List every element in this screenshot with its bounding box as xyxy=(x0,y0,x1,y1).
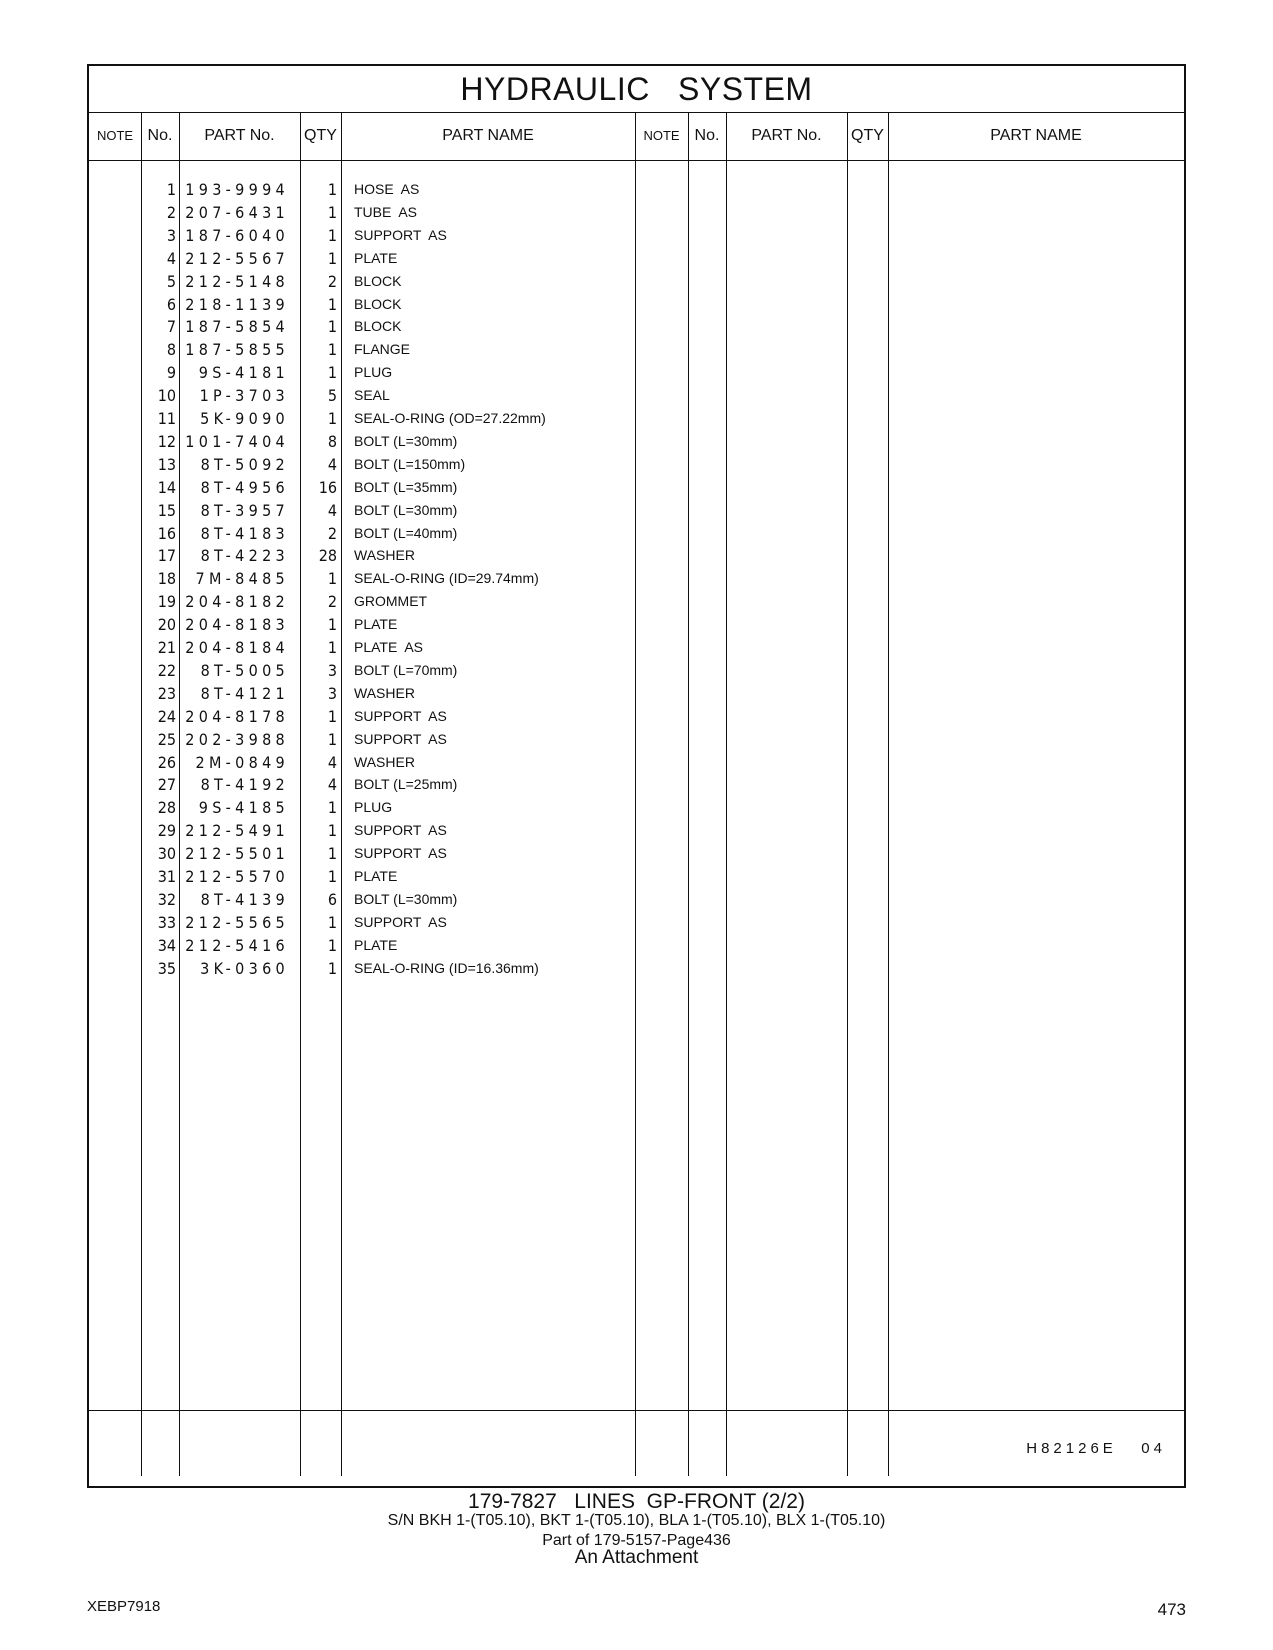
part-number: 3K-0360 xyxy=(200,958,289,978)
part-name: PLUG xyxy=(354,799,393,816)
part-number: 9S-4185 xyxy=(198,798,289,818)
part-number: 212-5491 xyxy=(185,821,289,841)
header-part-no-right: PART No. xyxy=(751,127,822,144)
item-number: 10 xyxy=(157,386,176,406)
part-name: BOLT (L=30mm) xyxy=(354,432,458,449)
part-name: BOLT (L=150mm) xyxy=(354,455,466,472)
part-name: TUBE AS xyxy=(354,203,418,220)
table-row xyxy=(89,293,649,316)
table-bottom-rule xyxy=(89,1410,1184,1411)
part-name: BOLT (L=40mm) xyxy=(354,524,458,541)
table-row xyxy=(89,270,649,293)
part-name: PLATE xyxy=(354,936,398,953)
item-number: 11 xyxy=(157,409,176,428)
part-number: 202-3988 xyxy=(185,729,289,749)
part-name: PLATE xyxy=(354,249,398,266)
part-name: SUPPORT AS xyxy=(354,226,447,243)
group-title: 179-7827 LINES GP-FRONT (2/2) xyxy=(468,1490,805,1513)
item-number: 35 xyxy=(157,958,176,978)
quantity: 6 xyxy=(327,889,337,909)
part-number: 212-5501 xyxy=(185,844,289,864)
table-row xyxy=(89,888,649,911)
part-name: BOLT (L=25mm) xyxy=(354,776,458,793)
part-name: WASHER xyxy=(354,684,415,701)
part-number: 204-8182 xyxy=(185,592,289,612)
table-row xyxy=(89,544,649,567)
section-title: HYDRAULIC SYSTEM xyxy=(89,66,1184,113)
item-number: 19 xyxy=(157,592,176,612)
table-row xyxy=(89,224,649,247)
parts-list-sheet xyxy=(87,64,1186,1488)
quantity: 1 xyxy=(327,202,337,222)
table-row xyxy=(89,751,649,774)
part-number: 204-8178 xyxy=(185,706,289,726)
table-row xyxy=(89,659,649,682)
part-name: BLOCK xyxy=(354,295,402,312)
table-row xyxy=(89,247,649,270)
table-row xyxy=(89,796,649,819)
part-name: WASHER xyxy=(354,753,415,770)
part-name: PLATE xyxy=(354,868,398,884)
quantity: 16 xyxy=(318,477,337,497)
item-number: 14 xyxy=(157,477,176,497)
item-number: 24 xyxy=(157,706,176,726)
table-row xyxy=(89,201,649,224)
quantity: 3 xyxy=(327,660,337,680)
item-number: 28 xyxy=(157,798,176,818)
item-number: 23 xyxy=(157,683,176,703)
part-name: SEAL xyxy=(354,387,390,404)
part-number: 2M-0849 xyxy=(195,752,289,772)
quantity: 1 xyxy=(327,821,337,841)
part-name: PLUG xyxy=(354,364,393,381)
table-row xyxy=(89,911,649,934)
table-row xyxy=(89,842,649,865)
header-note-right: NOTE xyxy=(643,128,680,143)
header-qty-left: QTY xyxy=(304,127,337,144)
quantity: 1 xyxy=(327,363,337,383)
part-name: BOLT (L=30mm) xyxy=(354,501,458,518)
item-number: 29 xyxy=(157,821,176,841)
quantity: 1 xyxy=(327,569,337,589)
part-name: SUPPORT AS xyxy=(354,707,447,724)
attachment-label: An Attachment xyxy=(574,1547,699,1568)
part-name: SEAL-O-RING (ID=29.74mm) xyxy=(354,570,539,587)
part-number: 187-5855 xyxy=(185,340,289,360)
quantity: 1 xyxy=(327,248,337,268)
quantity: 4 xyxy=(327,775,337,795)
table-row xyxy=(89,522,649,545)
part-number: 8T-5092 xyxy=(200,454,289,474)
item-number: 21 xyxy=(157,638,176,657)
part-name: BOLT (L=30mm) xyxy=(354,890,458,907)
part-name: SUPPORT AS xyxy=(354,913,447,930)
quantity: 1 xyxy=(327,844,337,864)
item-number: 8 xyxy=(166,340,176,360)
part-name: WASHER xyxy=(354,547,415,564)
serial-numbers: S/N BKH 1-(T05.10), BKT 1-(T05.10), BLA 1-(T05.10), BLX 1-(T05.10) xyxy=(387,1512,886,1529)
part-name: SEAL-O-RING (ID=16.36mm) xyxy=(354,959,539,976)
part-name: BOLT (L=35mm) xyxy=(354,478,458,495)
item-number: 25 xyxy=(157,729,176,749)
table-row xyxy=(89,819,649,842)
quantity: 3 xyxy=(327,683,337,703)
part-number: 8T-3957 xyxy=(200,500,289,520)
part-number: 5K-9090 xyxy=(200,409,289,428)
part-name: BLOCK xyxy=(354,318,402,335)
table-row xyxy=(89,590,649,613)
part-name: PLATE AS xyxy=(354,639,423,655)
table-header xyxy=(89,112,1184,161)
column-divider xyxy=(888,112,889,1476)
part-name: HOSE AS xyxy=(354,181,420,197)
quantity: 1 xyxy=(327,935,337,955)
part-number: 207-6431 xyxy=(185,202,289,222)
part-number: 187-5854 xyxy=(185,317,289,337)
table-row xyxy=(89,705,649,728)
part-number: 9S-4181 xyxy=(198,363,289,383)
item-number: 26 xyxy=(157,752,176,772)
part-number: 193-9994 xyxy=(185,180,289,199)
item-number: 22 xyxy=(157,660,176,680)
table-row xyxy=(89,728,649,751)
item-number: 16 xyxy=(157,523,176,543)
table-row xyxy=(89,567,649,590)
item-number: 20 xyxy=(157,615,176,635)
quantity: 1 xyxy=(327,706,337,726)
item-number: 9 xyxy=(166,363,176,383)
item-number: 30 xyxy=(157,844,176,864)
header-note-left: NOTE xyxy=(96,128,134,143)
item-number: 3 xyxy=(166,225,176,245)
item-number: 4 xyxy=(166,248,176,268)
column-divider xyxy=(726,112,727,1476)
quantity: 1 xyxy=(327,867,337,886)
quantity: 2 xyxy=(327,523,337,543)
part-number: 204-8183 xyxy=(185,615,289,635)
item-number: 12 xyxy=(157,431,176,451)
quantity: 1 xyxy=(327,638,337,657)
part-name: BOLT (L=70mm) xyxy=(354,661,458,678)
header-no-right: No. xyxy=(694,127,720,144)
quantity: 28 xyxy=(318,546,337,566)
column-divider xyxy=(847,112,848,1476)
part-number: 8T-4183 xyxy=(200,523,289,543)
item-number: 34 xyxy=(157,935,176,955)
quantity: 5 xyxy=(327,386,337,406)
part-number: 212-5570 xyxy=(185,867,289,886)
part-number: 212-5567 xyxy=(185,248,289,268)
part-name: SUPPORT AS xyxy=(354,730,447,747)
quantity: 1 xyxy=(327,912,337,932)
header-part-no-left: PART No. xyxy=(204,127,275,144)
table-row xyxy=(89,430,649,453)
part-number: 8T-4139 xyxy=(200,889,289,909)
item-number: 17 xyxy=(157,546,176,566)
quantity: 1 xyxy=(327,180,337,199)
item-number: 31 xyxy=(157,867,176,886)
part-name: SUPPORT AS xyxy=(354,845,447,862)
header-part-name-left: PART NAME xyxy=(442,127,534,144)
item-number: 15 xyxy=(157,500,176,520)
table-row xyxy=(89,957,649,980)
table-row xyxy=(89,338,649,361)
quantity: 1 xyxy=(327,317,337,337)
table-row xyxy=(89,636,649,659)
item-number: 32 xyxy=(157,889,176,909)
item-number: 18 xyxy=(157,569,176,589)
quantity: 1 xyxy=(327,409,337,428)
item-number: 1 xyxy=(166,180,176,199)
table-row xyxy=(89,773,649,796)
item-number: 33 xyxy=(157,912,176,932)
part-name: SUPPORT AS xyxy=(354,822,447,839)
item-number: 7 xyxy=(166,317,176,337)
header-qty-right: QTY xyxy=(851,127,884,144)
part-number: 212-5565 xyxy=(185,912,289,932)
table-row xyxy=(89,361,649,384)
drawing-code: H82126E 04 xyxy=(1026,1440,1166,1457)
quantity: 1 xyxy=(327,294,337,314)
part-name: FLANGE xyxy=(354,341,411,358)
quantity: 2 xyxy=(327,271,337,291)
item-number: 5 xyxy=(166,271,176,291)
quantity: 4 xyxy=(327,752,337,772)
table-row xyxy=(89,453,649,476)
quantity: 1 xyxy=(327,225,337,245)
table-row xyxy=(89,315,649,338)
table-row xyxy=(89,499,649,522)
part-number: 8T-4192 xyxy=(200,775,289,795)
table-row xyxy=(89,934,649,957)
quantity: 8 xyxy=(327,431,337,451)
part-number: 218-1139 xyxy=(185,294,289,314)
quantity: 2 xyxy=(327,592,337,612)
quantity: 1 xyxy=(327,340,337,360)
header-no-left: No. xyxy=(147,127,173,144)
item-number: 27 xyxy=(157,775,176,795)
quantity: 1 xyxy=(327,798,337,818)
part-number: 204-8184 xyxy=(185,638,289,657)
quantity: 4 xyxy=(327,454,337,474)
item-number: 6 xyxy=(166,294,176,314)
page-number: 473 xyxy=(1157,1600,1186,1619)
part-number: 8T-4956 xyxy=(200,477,289,497)
quantity: 4 xyxy=(327,500,337,520)
document-id: XEBP7918 xyxy=(87,1598,161,1615)
part-number: 101-7404 xyxy=(185,431,289,451)
part-number: 212-5416 xyxy=(185,935,289,955)
part-name: PLATE xyxy=(354,616,398,633)
quantity: 1 xyxy=(327,615,337,635)
part-of-reference: Part of 179-5157-Page436 xyxy=(542,1532,731,1549)
part-number: 1P-3703 xyxy=(199,386,289,406)
part-number: 8T-4121 xyxy=(200,683,289,703)
part-number: 187-6040 xyxy=(185,225,289,245)
part-number: 212-5148 xyxy=(185,271,289,291)
item-number: 2 xyxy=(166,202,176,222)
part-name: BLOCK xyxy=(354,272,402,289)
part-name: GROMMET xyxy=(354,593,428,610)
table-row xyxy=(89,613,649,636)
quantity: 1 xyxy=(327,729,337,749)
table-row xyxy=(89,682,649,705)
header-part-name-right: PART NAME xyxy=(990,127,1082,144)
column-divider xyxy=(688,112,689,1476)
table-row xyxy=(89,407,649,430)
table-row xyxy=(89,178,649,201)
table-row xyxy=(89,384,649,407)
part-number: 7M-8485 xyxy=(195,569,289,589)
quantity: 1 xyxy=(327,958,337,978)
part-number: 8T-4223 xyxy=(200,546,289,566)
table-row xyxy=(89,865,649,888)
table-row xyxy=(89,476,649,499)
item-number: 13 xyxy=(157,454,176,474)
part-number: 8T-5005 xyxy=(200,660,289,680)
part-name: SEAL-O-RING (OD=27.22mm) xyxy=(354,410,546,426)
